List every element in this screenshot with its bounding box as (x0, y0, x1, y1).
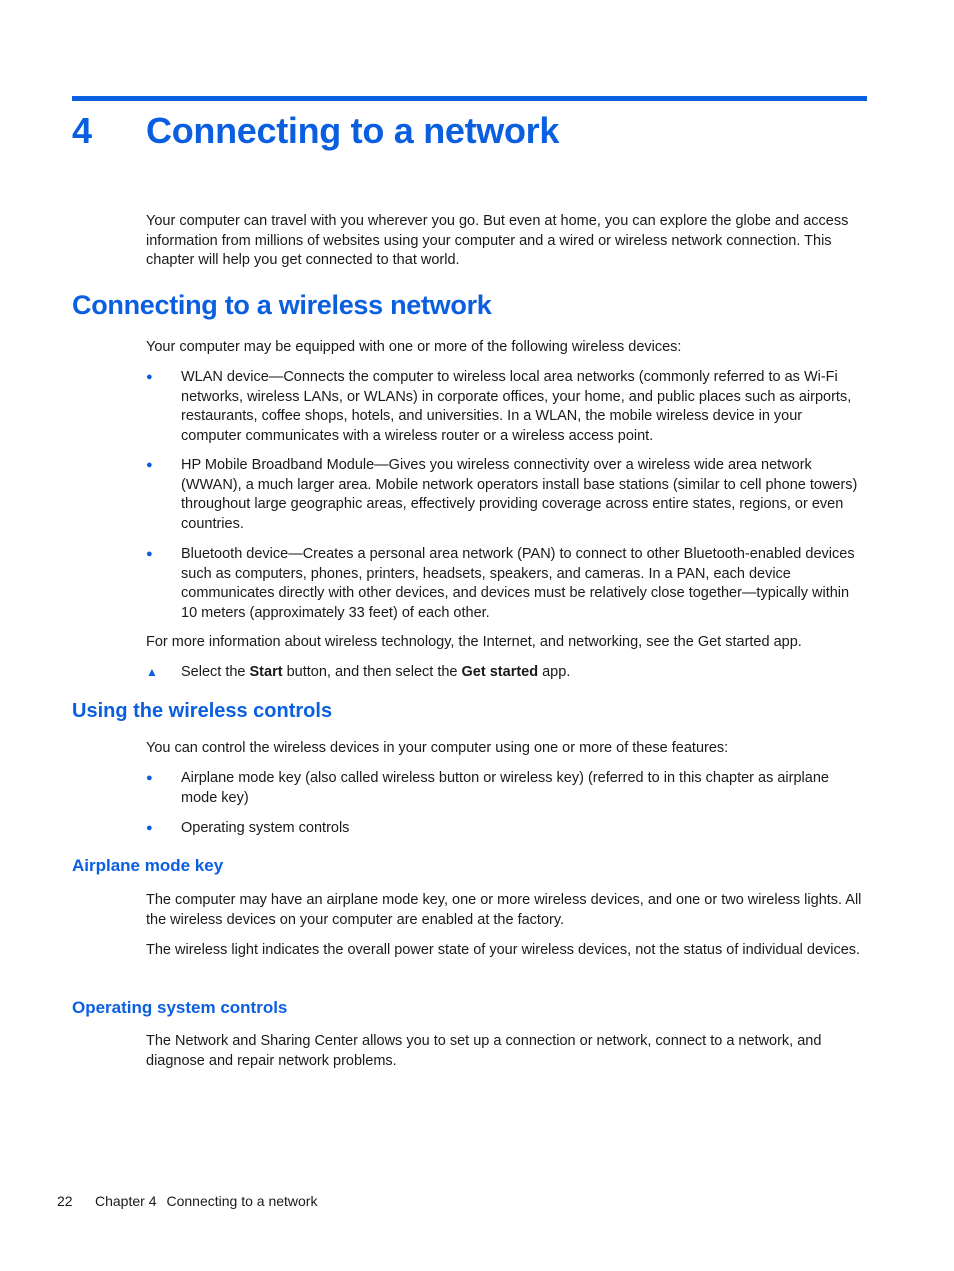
step-item (146, 663, 862, 683)
chapter-rule (72, 96, 867, 101)
airplane-paragraph-2: The wireless light indicates the overall power state of your wireless devices, not the status of individual devices. (146, 942, 861, 958)
bullet-icon: ● (146, 371, 153, 383)
footer-chapter: Chapter 4 (95, 1193, 157, 1209)
page-number: 22 (57, 1193, 73, 1209)
list-item (146, 819, 862, 839)
list-item-text: Airplane mode key (also called wireless button or wireless key) (referred to in this chapter as airplane mode key) (181, 770, 829, 806)
footer-title: Connecting to a network (166, 1193, 318, 1209)
chapter-number: 4 (72, 110, 93, 151)
list-item-text: Bluetooth device—Creates a personal area network (PAN) to connect to other Bluetooth-enabled devices such as computers, phones, printers, headsets, speakers, and cameras. In a PAN, each device communicates directly with other devices, and devices must be relatively close together—typically within 10 meters (approximately 33 feet) of each other. (181, 546, 855, 621)
bullet-icon: ● (146, 459, 153, 471)
step-triangle-icon: ▲ (146, 665, 158, 679)
section-heading-controls: Using the wireless controls (72, 700, 333, 722)
chapter-heading (72, 106, 559, 156)
bullet-icon: ● (146, 548, 153, 560)
page-footer (57, 1193, 317, 1209)
bullet-icon: ● (146, 822, 153, 834)
step-text: Select the Start button, and then select the Get started app. (181, 664, 571, 680)
bullet-icon: ● (146, 772, 153, 784)
list-item-text: Operating system controls (181, 820, 350, 836)
chapter-title: Connecting to a network (146, 110, 560, 151)
list-item-text: HP Mobile Broadband Module—Gives you wireless connectivity over a wireless wide area network (WWAN), a much larger area. Mobile network operators install base stations (similar to cell phone towers) throughout large geographic areas, effectively providing coverage across entire states, regions, or even countries. (181, 457, 858, 532)
more-info-paragraph: For more information about wireless technology, the Internet, and networking, see the Get started app. (146, 634, 802, 650)
list-item (146, 456, 862, 534)
section-heading-airplane: Airplane mode key (72, 856, 224, 875)
get-started-label: Get started (461, 664, 539, 680)
section-heading-os-controls: Operating system controls (72, 998, 288, 1017)
start-label: Start (249, 664, 283, 680)
list-item (146, 545, 862, 623)
list-item (146, 368, 862, 446)
list-item (146, 769, 862, 808)
controls-lead: You can control the wireless devices in your computer using one or more of these features: (146, 740, 729, 756)
list-item-text: WLAN device—Connects the computer to wireless local area networks (commonly referred to as Wi-Fi networks, wireless LANs, or WLANs) in corporate offices, your home, and public places such as airports, restaurants, coffee shops, hotels, and universities. In a WLAN, the mobile wireless device in your computer communicates with a wireless router or a wireless access point. (181, 369, 852, 444)
section-heading-wireless: Connecting to a wireless network (72, 290, 492, 320)
os-paragraph: The Network and Sharing Center allows you to set up a connection or network, connect to a network, and diagnose and repair network problems. (146, 1033, 822, 1069)
intro-paragraph: Your computer can travel with you wherever you go. But even at home, you can explore the globe and access information from millions of websites using your computer and a wired or wireless network connection. This chapter will help you get connected to that world. (146, 213, 849, 268)
wireless-lead: Your computer may be equipped with one or more of the following wireless devices: (146, 339, 682, 355)
airplane-paragraph-1: The computer may have an airplane mode key, one or more wireless devices, and one or two wireless lights. All the wireless devices on your computer are enabled at the factory. (146, 892, 862, 928)
